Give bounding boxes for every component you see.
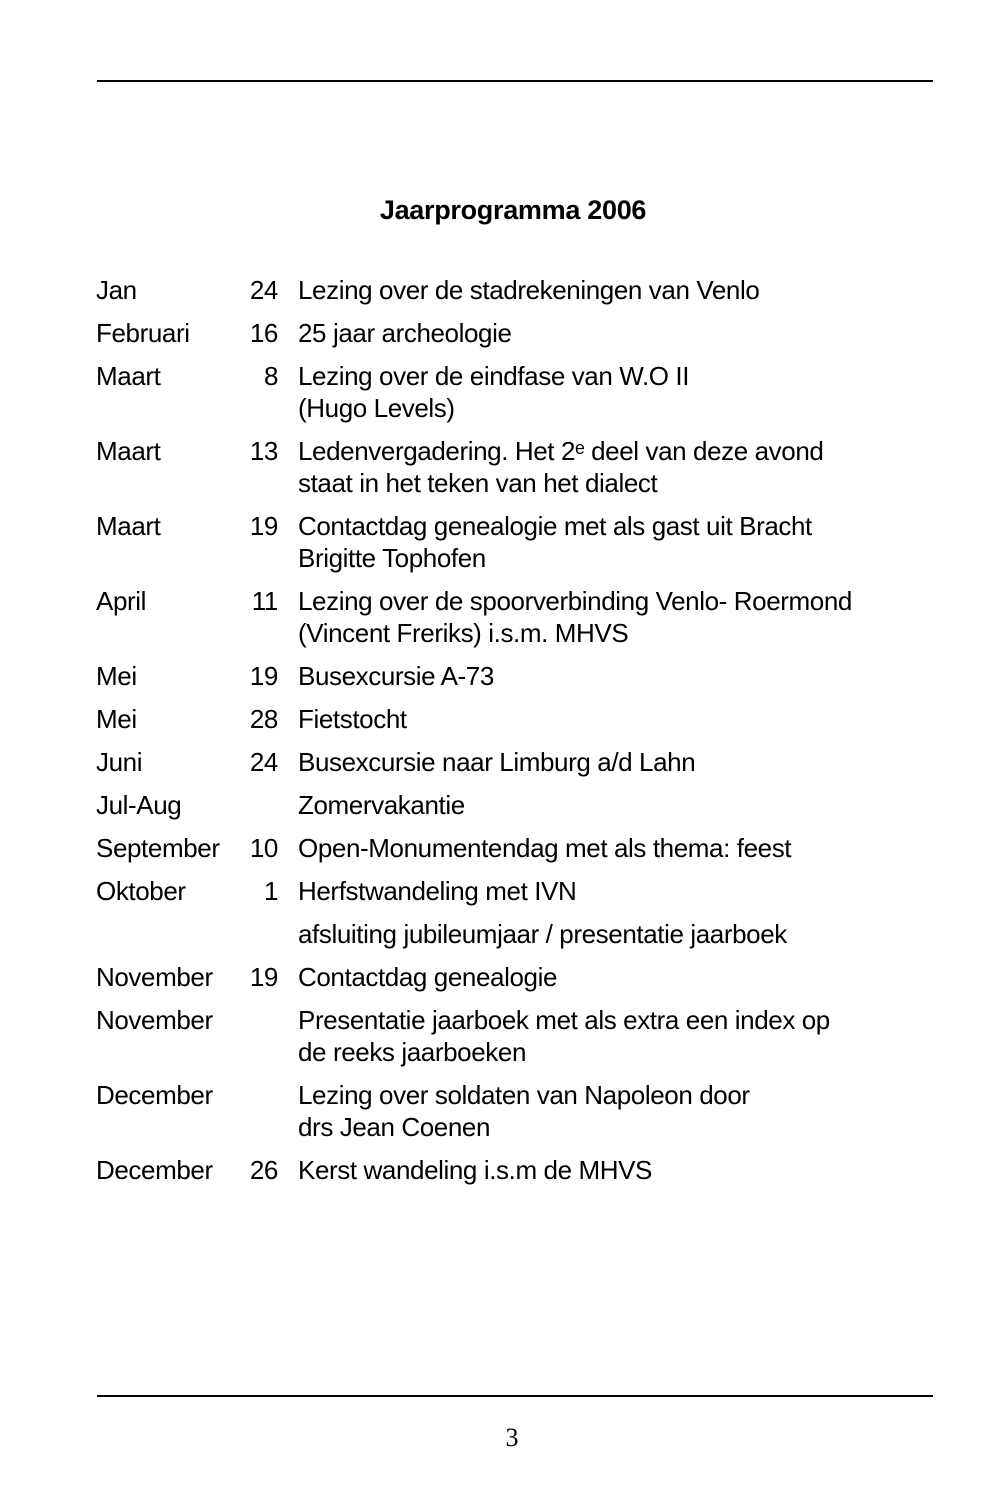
event-description bbox=[278, 585, 936, 649]
event-description-line: Contactdag genealogie bbox=[298, 962, 558, 992]
event-description-line: de reeks jaarboeken bbox=[298, 1037, 526, 1067]
event-month: Oktober bbox=[96, 876, 186, 906]
event-row bbox=[96, 746, 936, 778]
top-rule bbox=[97, 80, 933, 82]
event-row bbox=[96, 961, 936, 993]
event-description-line: afsluiting jubileumjaar / presentatie jaarboek bbox=[298, 919, 787, 949]
event-description bbox=[278, 510, 936, 574]
event-day: 16 bbox=[249, 318, 278, 348]
event-description-line: Lezing over soldaten van Napoleon door bbox=[298, 1080, 750, 1110]
event-month: November bbox=[96, 962, 213, 992]
page-number: 3 bbox=[505, 1423, 519, 1452]
event-day: 19 bbox=[249, 511, 278, 541]
event-description-line: (Hugo Levels) bbox=[298, 393, 455, 423]
event-row bbox=[96, 918, 936, 950]
event-row bbox=[96, 703, 936, 735]
event-description bbox=[278, 1079, 936, 1143]
event-month: Maart bbox=[96, 361, 161, 391]
event-month: April bbox=[96, 586, 147, 616]
event-description-line: Lezing over de stadrekeningen van Venlo bbox=[298, 275, 760, 305]
event-description-line: Open-Monumentendag met als thema: feest bbox=[298, 833, 792, 863]
event-day: 13 bbox=[249, 436, 278, 466]
event-description bbox=[278, 1154, 936, 1186]
event-description-line: 25 jaar archeologie bbox=[298, 318, 512, 348]
event-row bbox=[96, 1154, 936, 1186]
bottom-rule bbox=[97, 1395, 933, 1397]
event-row bbox=[96, 1004, 936, 1068]
event-month: December bbox=[96, 1155, 213, 1185]
event-description-line: Zomervakantie bbox=[298, 790, 465, 820]
event-month: November bbox=[96, 1005, 213, 1035]
event-list bbox=[96, 274, 936, 1197]
event-description-line: Contactdag genealogie met als gast uit Bracht bbox=[298, 511, 812, 541]
event-description bbox=[278, 918, 936, 950]
event-month: Jul-Aug bbox=[96, 790, 182, 820]
event-description-line: drs Jean Coenen bbox=[298, 1112, 491, 1142]
event-description bbox=[278, 1004, 936, 1068]
event-row bbox=[96, 274, 936, 306]
event-row bbox=[96, 360, 936, 424]
event-day: 19 bbox=[249, 962, 278, 992]
event-row bbox=[96, 1079, 936, 1143]
event-description-line: Fietstocht bbox=[298, 704, 407, 734]
event-row bbox=[96, 317, 936, 349]
event-description-line: (Vincent Freriks) i.s.m. MHVS bbox=[298, 618, 629, 648]
event-description-line: Brigitte Tophofen bbox=[298, 543, 486, 573]
event-month: Maart bbox=[96, 511, 161, 541]
event-day: 28 bbox=[249, 704, 278, 734]
event-row bbox=[96, 875, 936, 907]
event-month: Juni bbox=[96, 747, 143, 777]
event-description-line: Busexcursie naar Limburg a/d Lahn bbox=[298, 747, 696, 777]
event-description-line: Kerst wandeling i.s.m de MHVS bbox=[298, 1155, 652, 1185]
event-row bbox=[96, 435, 936, 499]
event-description bbox=[278, 317, 936, 349]
event-description-line: staat in het teken van het dialect bbox=[298, 468, 658, 498]
event-description bbox=[278, 660, 936, 692]
event-month: Februari bbox=[96, 318, 190, 348]
event-description bbox=[278, 746, 936, 778]
event-description bbox=[278, 789, 936, 821]
event-description-line: Lezing over de spoorverbinding Venlo- Roermond bbox=[298, 586, 852, 616]
event-description-line: Busexcursie A-73 bbox=[298, 661, 494, 691]
event-day: 24 bbox=[249, 747, 278, 777]
event-description-line: Herfstwandeling met IVN bbox=[298, 876, 577, 906]
event-description bbox=[278, 274, 936, 306]
event-month: September bbox=[96, 833, 220, 863]
event-month: December bbox=[96, 1080, 213, 1110]
event-month: Mei bbox=[96, 661, 137, 691]
event-description-line: Lezing over de eindfase van W.O II bbox=[298, 361, 690, 391]
event-description-line: Presentatie jaarboek met als extra een index op bbox=[298, 1005, 830, 1035]
event-description-line: Ledenvergadering. Het 2ᵉ deel van deze avond bbox=[298, 436, 824, 466]
event-month: Maart bbox=[96, 436, 161, 466]
event-description bbox=[278, 961, 936, 993]
event-day: 1 bbox=[263, 876, 278, 906]
event-month: Mei bbox=[96, 704, 137, 734]
event-day: 24 bbox=[249, 275, 278, 305]
event-description bbox=[278, 435, 936, 499]
event-day: 11 bbox=[251, 586, 278, 616]
event-day: 19 bbox=[249, 661, 278, 691]
event-row bbox=[96, 789, 936, 821]
event-description bbox=[278, 703, 936, 735]
event-description bbox=[278, 875, 936, 907]
event-row bbox=[96, 510, 936, 574]
event-day: 10 bbox=[249, 833, 278, 863]
event-month: Jan bbox=[96, 275, 137, 305]
event-day: 8 bbox=[263, 361, 278, 391]
event-description bbox=[278, 360, 936, 424]
event-description bbox=[278, 832, 936, 864]
event-day: 26 bbox=[249, 1155, 278, 1185]
page-title: Jaarprogramma 2006 bbox=[379, 195, 647, 225]
event-row bbox=[96, 585, 936, 649]
event-row bbox=[96, 832, 936, 864]
event-row bbox=[96, 660, 936, 692]
